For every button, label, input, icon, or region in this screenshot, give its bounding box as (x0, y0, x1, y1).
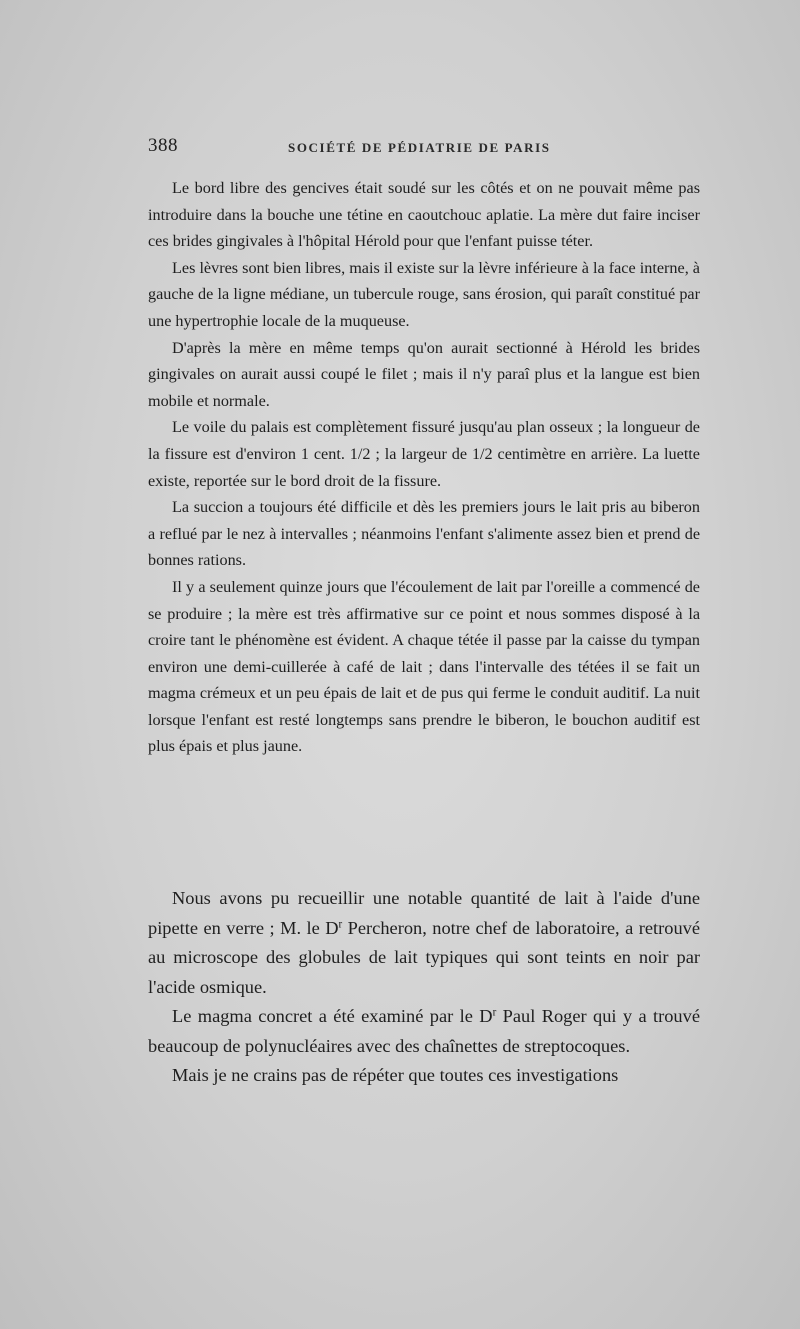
page-number: 388 (148, 135, 178, 156)
paragraph-palate: Le voile du palais est complètement fissuré jusqu'au plan osseux ; la longueur de la fissure est d'environ 1 cent. 1/2 ; la largeur de 1/2 centimètre en arrière. La luette existe, reportée sur le bord droit de la fissure. (148, 418, 700, 490)
paragraph-lips: Les lèvres sont bien libres, mais il existe sur la lèvre inférieure à la face interne, à gauche de la ligne médiane, un tubercule rouge, sans érosion, qui paraît constitué par une hypertrophie locale de la muqueuse. (148, 258, 700, 330)
discussion-text (148, 884, 700, 1091)
case-observation-text (148, 175, 700, 760)
paragraph-ear-discharge: Il y a seulement quinze jours que l'écoulement de lait par l'oreille a commencé de se produire ; la mère est très affirmative sur ce point et nous sommes disposé à la croire tant le phénomène est évident. A chaque tétée il passe par la caisse du tympan environ une demi-cuillerée à café de lait ; dans l'intervalle des tétées il se fait un magma crémeux et un peu épais de lait et de pus qui ferme le conduit auditif. La nuit lorsque l'enfant est resté longtemps sans prendre le biberon, le bouchon auditif est plus épais et plus jaune. (148, 577, 700, 756)
paragraph-investigations: Mais je ne crains pas de répéter que toutes ces investigations (172, 1065, 619, 1085)
page-header (148, 135, 700, 157)
paragraph-pipette: Nous avons pu recueillir une notable quantité de lait à l'aide d'une pipette en verre ; M. le $D^r$ Percheron, notre chef de laboratoire, a retrouvé au microscope des globules de lait typiques qui sont teints en noir par l'acide osmique. (148, 888, 700, 997)
paragraph-magma: Le magma concret a été examiné par le $D^r$ Paul Roger qui y a trouvé beaucoup de polynucléaires avec des chaînettes de streptocoques. (148, 1006, 700, 1056)
paragraph-frenulum: D'après la mère en même temps qu'on aurait sectionné à Hérold les brides gingivales on aurait aussi coupé le filet ; mais il n'y paraî plus et la langue est bien mobile et normale. (148, 338, 700, 410)
paragraph-gums: Le bord libre des gencives était soudé sur les côtés et on ne pouvait même pas introduire dans la bouche une tétine en caoutchouc aplatie. La mère dut faire inciser ces brides gingivales à l'hôpital Hérold pour que l'enfant puisse téter. (148, 179, 700, 251)
paragraph-suction: La succion a toujours été difficile et dès les premiers jours le lait pris au biberon a reflué par le nez à intervalles ; néanmoins l'enfant s'alimente assez bien et prend de bonnes rations. (148, 498, 700, 570)
running-title: SOCIÉTÉ DE PÉDIATRIE DE PARIS (288, 140, 551, 155)
